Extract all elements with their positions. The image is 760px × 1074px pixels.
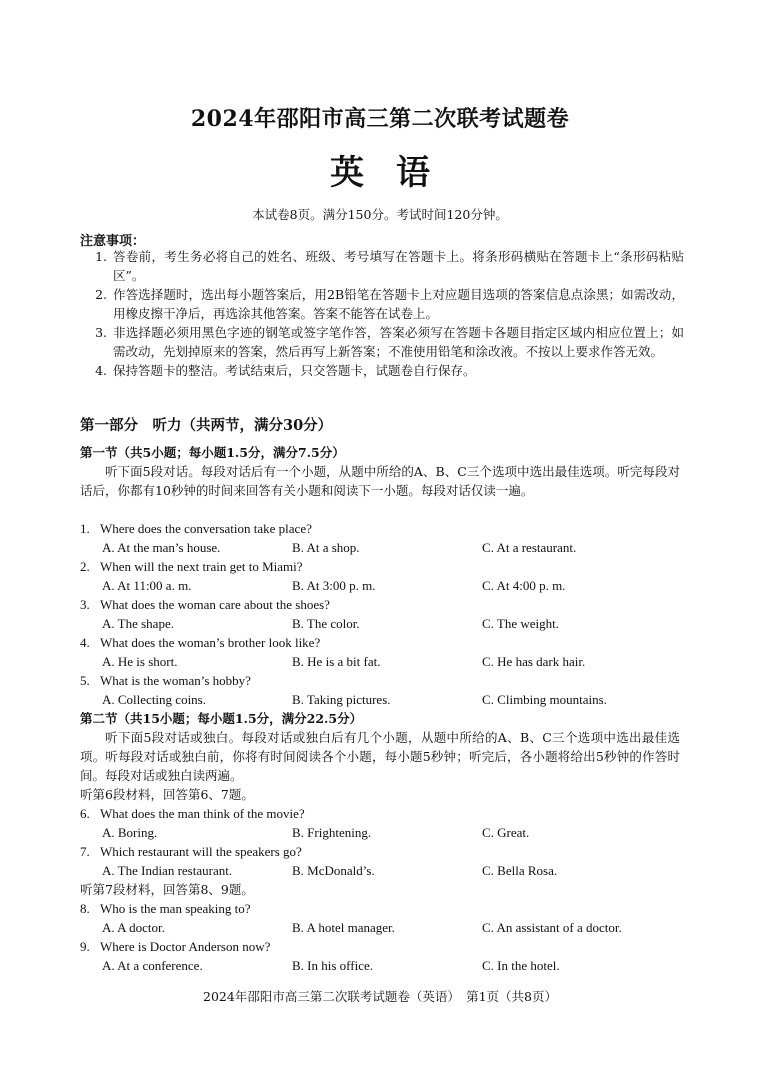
options-row bbox=[80, 861, 680, 880]
question-text: What does the woman care about the shoes? bbox=[100, 597, 330, 612]
option-a: A. He is short. bbox=[102, 654, 178, 669]
option-b: B. At a shop. bbox=[292, 540, 360, 555]
option-c: C. He has dark hair. bbox=[482, 654, 586, 669]
notice-text: 保持答题卡的整洁。考试结束后，只交答题卡，试题卷自行保存。 bbox=[113, 363, 476, 378]
option-a: A. At a conference. bbox=[102, 958, 203, 973]
notice-text: 非选择题必须用黑色字迹的钢笔或签字笔作答，答案必须写在答题卡各题目指定区域内相应位置上；如需改动，先划掉原来的答案，然后再写上新答案；不准使用铅笔和涂改液。不按以上要求作答无效。 bbox=[113, 325, 684, 359]
question-stem bbox=[80, 937, 680, 956]
question-stem bbox=[80, 633, 680, 652]
question-stem bbox=[80, 595, 680, 614]
option-c: C. In the hotel. bbox=[482, 958, 560, 973]
question-number: 9. bbox=[80, 939, 90, 954]
notice-text: 作答选择题时，选出每小题答案后，用2B铅笔在答题卡上对应题目选项的答案信息点涂黑；如需改动，用橡皮擦干净后，再选涂其他答案。答案不能答在试卷上。 bbox=[113, 287, 684, 321]
option-a: A. Boring. bbox=[102, 825, 158, 840]
options-row bbox=[80, 576, 680, 595]
section2-instructions: 听下面5段对话或独白。每段对话或独白后有几个小题，从题中所给的A、B、C三个选项中选出最佳选项。听每段对话或独白前，你将有时间阅读各个小题，每小题5秒钟；听完后，各小题将给出5秒钟的作答时间。每段对话或独白读两遍。 bbox=[80, 730, 680, 783]
options-row bbox=[80, 538, 680, 557]
option-a: A. A doctor. bbox=[102, 920, 165, 935]
section1-instructions: 听下面5段对话。每段对话后有一个小题，从题中所给的A、B、C三个选项中选出最佳选项。听完每段对话后，你都有10秒钟的时间来回答有关小题和阅读下一小题。每段对话仅读一遍。 bbox=[80, 464, 680, 498]
options-row bbox=[80, 956, 680, 975]
option-c: C. Great. bbox=[482, 825, 530, 840]
notice-number: 4. bbox=[95, 363, 107, 378]
notice-number: 2. bbox=[95, 287, 107, 302]
option-b: B. Frightening. bbox=[292, 825, 372, 840]
question-item bbox=[80, 842, 680, 880]
exam-meta: 本试卷8页。满分150分。考试时间120分钟。 bbox=[252, 207, 508, 222]
question-group-material7 bbox=[80, 899, 680, 975]
options-row bbox=[80, 918, 680, 937]
question-stem bbox=[80, 804, 680, 823]
question-text: When will the next train get to Miami? bbox=[100, 559, 303, 574]
question-item bbox=[80, 519, 680, 557]
option-c: C. Climbing mountains. bbox=[482, 692, 607, 707]
question-number: 3. bbox=[80, 597, 90, 612]
option-a: A. At the man’s house. bbox=[102, 540, 221, 555]
question-item bbox=[80, 937, 680, 975]
notice-number: 3. bbox=[95, 325, 107, 340]
question-item bbox=[80, 671, 680, 709]
notice-text: 答卷前，考生务必将自己的姓名、班级、考号填写在答题卡上。将条形码横贴在答题卡上“条形码粘贴区”。 bbox=[113, 249, 684, 283]
option-b: B. McDonald’s. bbox=[292, 863, 375, 878]
option-b: B. A hotel manager. bbox=[292, 920, 395, 935]
question-number: 4. bbox=[80, 635, 90, 650]
option-c: C. Bella Rosa. bbox=[482, 863, 558, 878]
question-item bbox=[80, 633, 680, 671]
option-a: A. At 11:00 a. m. bbox=[102, 578, 192, 593]
question-item bbox=[80, 557, 680, 595]
option-c: C. The weight. bbox=[482, 616, 560, 631]
notice-list bbox=[80, 247, 684, 380]
question-item bbox=[80, 804, 680, 842]
option-a: A. The shape. bbox=[102, 616, 174, 631]
question-stem bbox=[80, 899, 680, 918]
question-group-material6 bbox=[80, 804, 680, 880]
question-stem bbox=[80, 671, 680, 690]
question-item bbox=[80, 899, 680, 937]
notice-item bbox=[80, 323, 684, 361]
options-row bbox=[80, 652, 680, 671]
question-stem bbox=[80, 557, 680, 576]
question-text: Which restaurant will the speakers go? bbox=[100, 844, 302, 859]
options-row bbox=[80, 823, 680, 842]
option-a: A. Collecting coins. bbox=[102, 692, 206, 707]
option-c: C. At 4:00 p. m. bbox=[482, 578, 566, 593]
question-text: What does the woman’s brother look like? bbox=[100, 635, 321, 650]
question-number: 5. bbox=[80, 673, 90, 688]
option-b: B. Taking pictures. bbox=[292, 692, 391, 707]
question-text: Where does the conversation take place? bbox=[100, 521, 312, 536]
question-text: What is the woman’s hobby? bbox=[100, 673, 251, 688]
question-number: 8. bbox=[80, 901, 90, 916]
option-b: B. The color. bbox=[292, 616, 360, 631]
option-a: A. The Indian restaurant. bbox=[102, 863, 233, 878]
question-number: 6. bbox=[80, 806, 90, 821]
option-c: C. An assistant of a doctor. bbox=[482, 920, 622, 935]
subject-title: 英语 bbox=[330, 153, 462, 193]
option-b: B. In his office. bbox=[292, 958, 373, 973]
options-row bbox=[80, 614, 680, 633]
part1-heading: 第一部分 听力（共两节，满分30分） bbox=[80, 417, 333, 434]
material6-label: 听第6段材料，回答第6、7题。 bbox=[80, 787, 254, 802]
option-b: B. At 3:00 p. m. bbox=[292, 578, 376, 593]
notice-item bbox=[80, 247, 684, 285]
question-text: Who is the man speaking to? bbox=[100, 901, 251, 916]
question-stem bbox=[80, 842, 680, 861]
question-item bbox=[80, 595, 680, 633]
question-group-section1 bbox=[80, 519, 680, 709]
page-footer: 2024年邵阳市高三第二次联考试题卷（英语） 第1页（共8页） bbox=[203, 989, 557, 1004]
section1-heading: 第一节（共5小题；每小题1.5分，满分7.5分） bbox=[80, 445, 345, 460]
question-text: Where is Doctor Anderson now? bbox=[100, 939, 271, 954]
options-row bbox=[80, 690, 680, 709]
question-number: 7. bbox=[80, 844, 90, 859]
option-c: C. At a restaurant. bbox=[482, 540, 577, 555]
notice-item bbox=[80, 285, 684, 323]
question-number: 2. bbox=[80, 559, 90, 574]
question-text: What does the man think of the movie? bbox=[100, 806, 305, 821]
notice-number: 1. bbox=[95, 249, 107, 264]
question-stem bbox=[80, 519, 680, 538]
section2-heading: 第二节（共15小题；每小题1.5分，满分22.5分） bbox=[80, 711, 363, 726]
exam-title: 2024年邵阳市高三第二次联考试题卷 bbox=[190, 106, 570, 132]
notice-item bbox=[80, 361, 684, 380]
material7-label: 听第7段材料，回答第8、9题。 bbox=[80, 882, 254, 897]
option-b: B. He is a bit fat. bbox=[292, 654, 381, 669]
notice-heading: 注意事项： bbox=[80, 234, 146, 249]
question-number: 1. bbox=[80, 521, 90, 536]
